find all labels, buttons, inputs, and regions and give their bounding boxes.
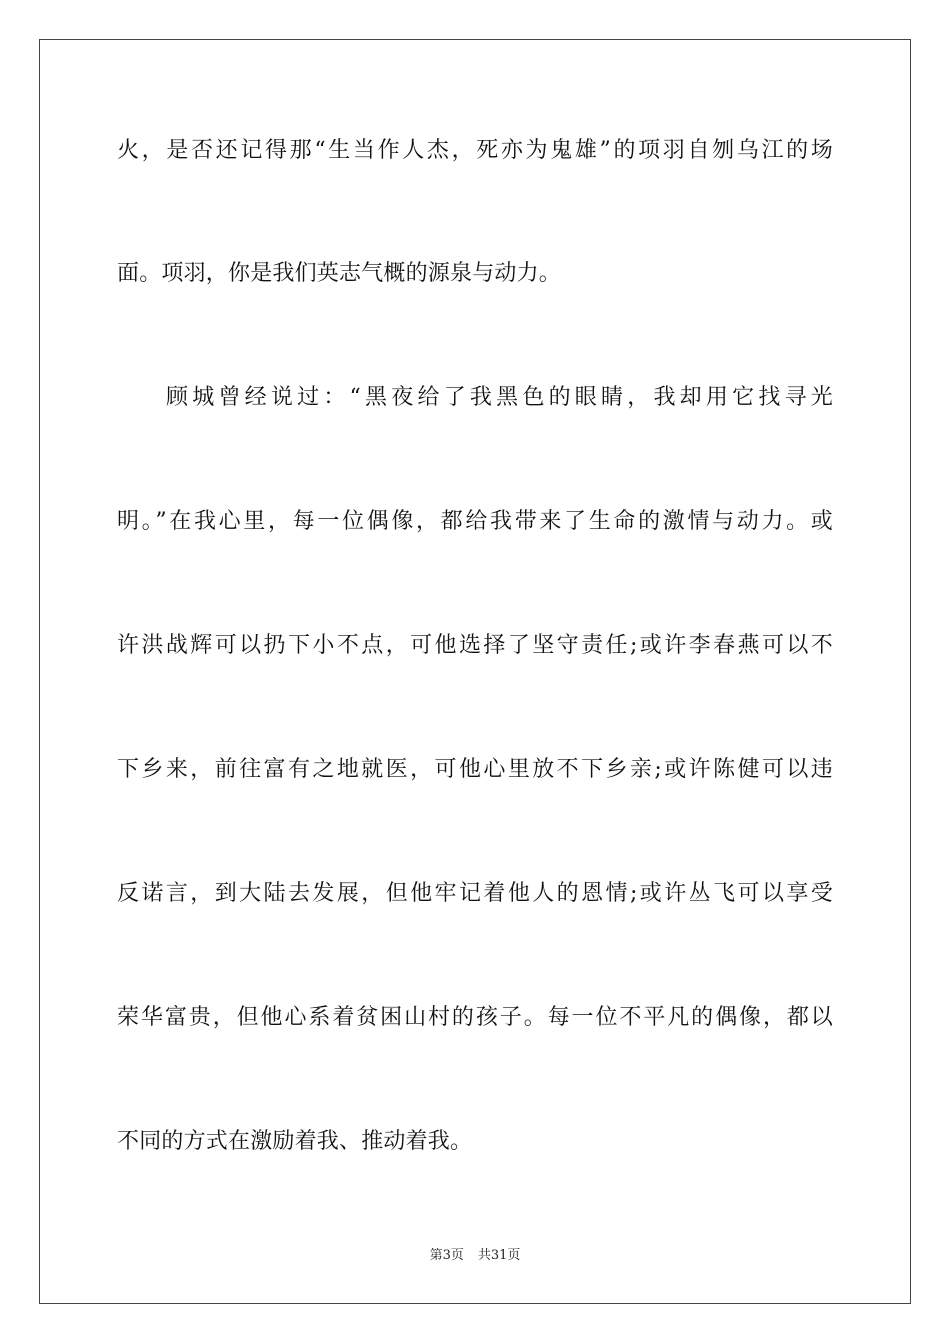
body-text-line: 面。项羽，你是我们英志气概的源泉与动力。 — [117, 261, 562, 286]
total-page-count: 共31页 — [477, 1248, 521, 1263]
body-text-line: 明。”在我心里，每一位偶像，都给我带来了生命的激情与动力。或 — [117, 509, 833, 534]
body-text-line: 许洪战辉可以扔下小不点，可他选择了坚守责任;或许李春燕可以不 — [117, 633, 833, 658]
page-footer — [0, 1247, 950, 1265]
page-border — [39, 39, 911, 1304]
body-text-line: 荣华富贵，但他心系着贫困山村的孩子。每一位不平凡的偶像，都以 — [117, 1005, 833, 1030]
body-text-line: 下乡来，前往富有之地就医，可他心里放不下乡亲;或许陈健可以违 — [117, 757, 833, 782]
body-text-line: 顾城曾经说过：“黑夜给了我黑色的眼睛，我却用它找寻光 — [166, 385, 833, 410]
body-text-line: 不同的方式在激励着我、推动着我。 — [117, 1129, 473, 1154]
body-text-line: 火，是否还记得那“生当作人杰，死亦为鬼雄”的项羽自刎乌江的场 — [117, 138, 833, 163]
body-text-line: 反诺言，到大陆去发展，但他牢记着他人的恩情;或许丛飞可以享受 — [117, 881, 833, 906]
current-page-number: 第3页 — [429, 1248, 464, 1263]
